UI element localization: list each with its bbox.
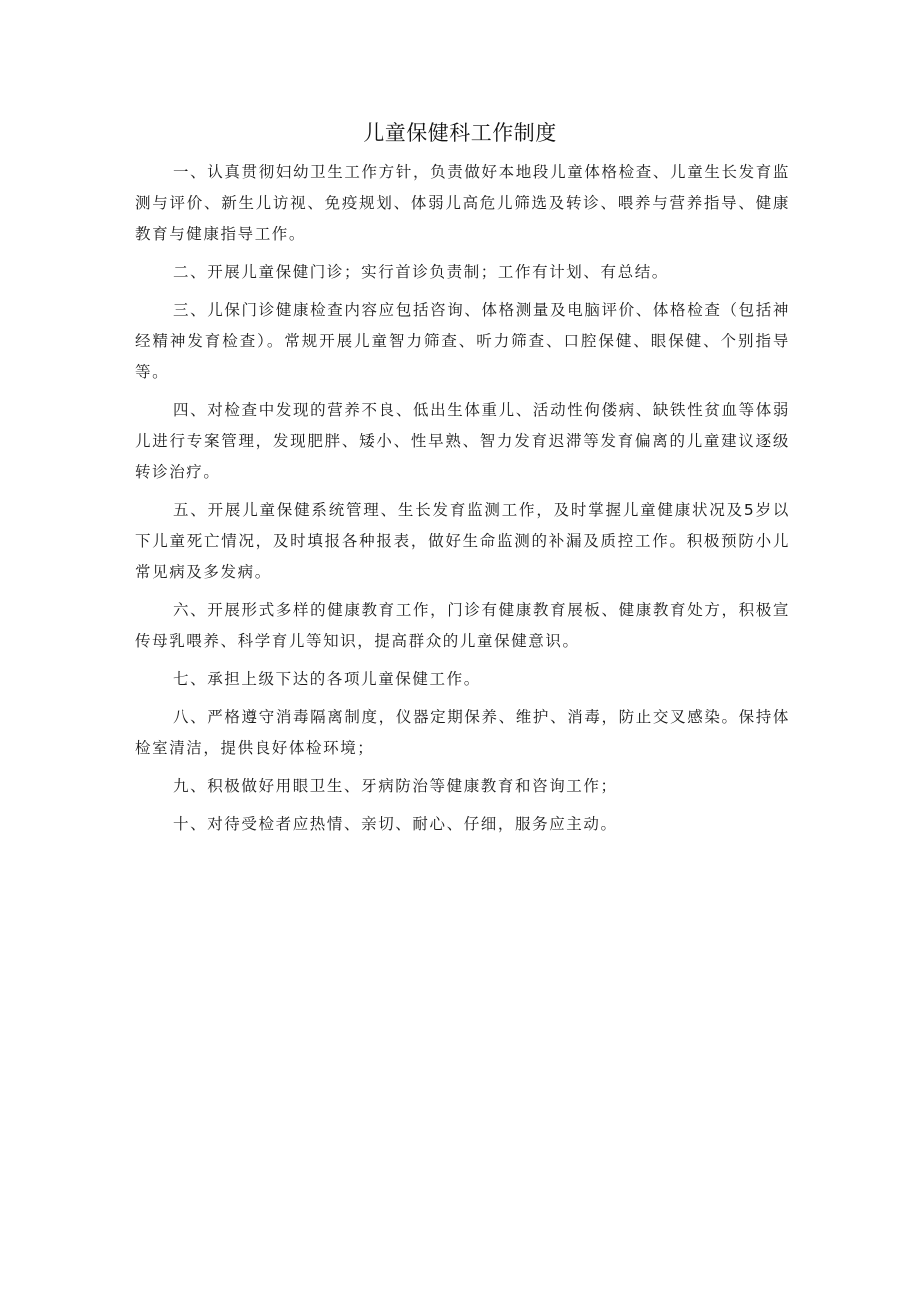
paragraph-6: 六、开展形式多样的健康教育工作，门诊有健康教育展板、健康教育处方，积极宣传母乳喂养、科学育儿等知识，提高群众的儿童保健意识。 [135,601,790,650]
paragraph-7: 七、承担上级下达的各项儿童保健工作。 [173,670,481,688]
paragraph-2: 二、开展儿童保健门诊；实行首诊负责制；工作有计划、有总结。 [173,263,669,281]
paragraph-4: 四、对检查中发现的营养不良、低出生体重儿、活动性佝偻病、缺铁性贫血等体弱儿进行专案管理，发现肥胖、矮小、性早熟、智力发育迟滞等发育偏离的儿童建议逐级转诊治疗。 [135,401,790,481]
page-title: 儿童保健科工作制度 [363,121,557,145]
paragraph-5: 五、开展儿童保健系统管理、生长发育监测工作，及时掌握儿童健康状况及5岁以下儿童死亡情况，及时填报各种报表，做好生命监测的补漏及质控工作。积极预防小儿常见病及多发病。 [135,501,790,581]
paragraph-3: 三、儿保门诊健康检查内容应包括咨询、体格测量及电脑评价、体格检查（包括神经精神发育检查）。常规开展儿童智力筛查、听力筛查、口腔保健、眼保健、个别指导等。 [135,301,790,381]
document-body [135,157,790,847]
paragraph-10: 十、对待受检者应热情、亲切、耐心、仔细，服务应主动。 [173,815,618,833]
paragraph-1: 一、认真贯彻妇幼卫生工作方针，负责做好本地段儿童体格检查、儿童生长发育监测与评价、新生儿访视、免疫规划、体弱儿高危儿筛选及转诊、喂养与营养指导、健康教育与健康指导工作。 [135,163,790,243]
paragraph-9: 九、积极做好用眼卫生、牙病防治等健康教育和咨询工作； [173,777,618,795]
paragraph-8: 八、严格遵守消毒隔离制度，仪器定期保养、维护、消毒，防止交叉感染。保持体检室清洁，提供良好体检环境； [135,708,790,757]
